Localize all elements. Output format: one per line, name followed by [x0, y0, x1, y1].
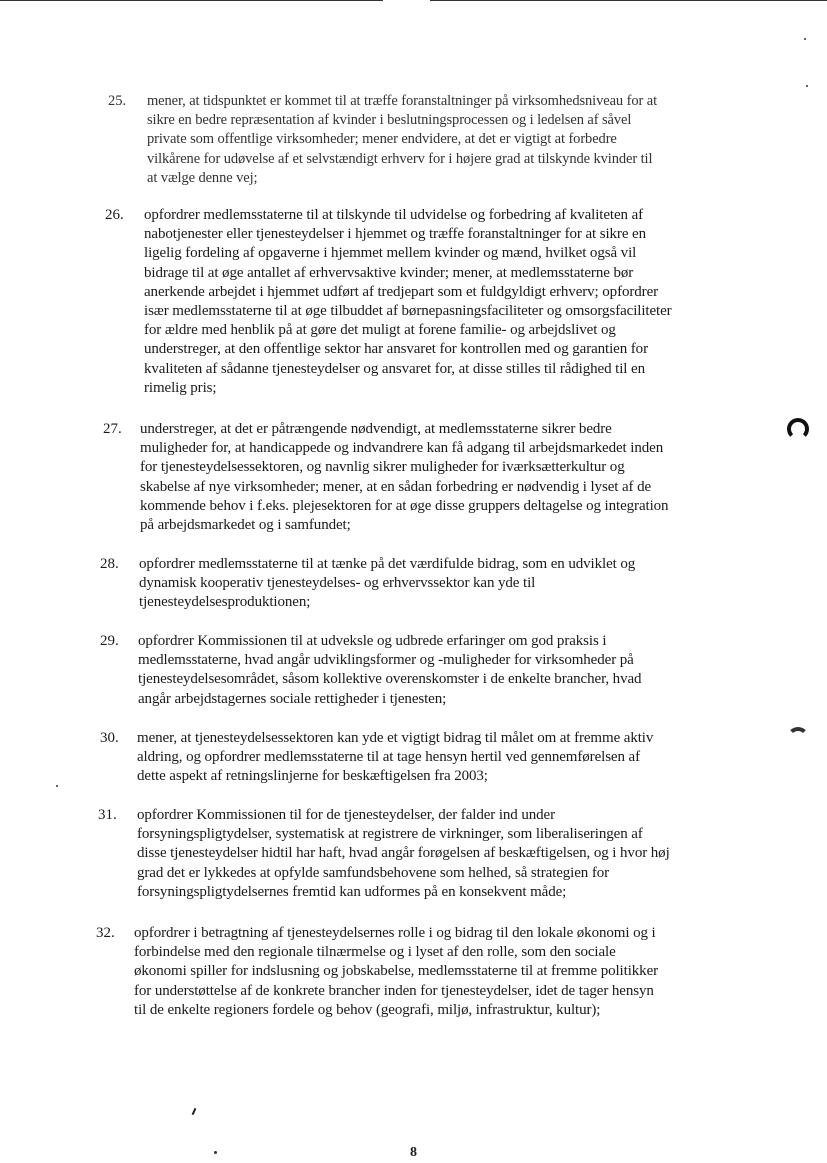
paragraph-number: 26.: [105, 207, 124, 223]
paragraph-number: 29.: [100, 633, 119, 649]
paragraph-31: [100, 806, 750, 902]
paragraph-number: 25.: [108, 93, 127, 109]
paragraph-text: opfordrer i betragtning af tjenesteydelsernes rolle i og bidrag til den lokale økonomi og i forbindelse med den regionale tilnærmelse og i lyset af den rolle, som den sociale økonomi spiller for indslusning og jobskabelse, medlemsstaterne til at fremme politikker for understøttelse af de konkrete brancher inden for tjenesteydelser, idet de tager hensyn til de enkelte regioners fordele og behov (geografi, miljø, infrastruktur, kultur);: [134, 925, 659, 1018]
punch-hole-mark: [787, 418, 809, 440]
paragraph-number: 30.: [100, 730, 119, 746]
paragraph-number: 31.: [98, 807, 117, 823]
paragraph-text: opfordrer medlemsstaterne til at tænke på det værdifulde bidrag, som en udviklet og dynamisk kooperativ tjenesteydelses- og erhvervssektor kan yde til tjenesteydelsesproduktionen;: [139, 556, 636, 611]
top-rule-right: [430, 0, 827, 1]
paragraph-number: 27.: [103, 421, 122, 437]
punch-hole-mark: [787, 727, 809, 749]
paragraph-26: [100, 206, 750, 398]
paragraph-32: [96, 924, 750, 1020]
top-rule-left: [0, 0, 383, 1]
scan-speck: [804, 38, 806, 40]
paragraph-text: mener, at tidspunktet er kommet til at træffe foranstaltninger på virksomhedsniveau for at sikre en bedre repræsentation af kvinder i beslutningsprocessen og i ledelsen af såvel private som offentlige virksomheder; mener endvidere, at det er vigtigt at forbedre vilkårene for udøvelse af et selvstændigt erhverv for i højere grad at tilskynde kvinder til at vælge denne vej;: [147, 93, 657, 186]
paragraph-number: 28.: [100, 556, 119, 572]
scan-speck: [56, 785, 58, 787]
page-number: 8: [410, 1145, 417, 1160]
paragraph-text: opfordrer Kommissionen til at udveksle og udbrede erfaringer om god praksis i medlemsstaterne, hvad angår udviklingsformer og -muligheder for virksomheder på tjenesteydelsesområdet, såsom kollektive overenskomster i de enkelte brancher, hvad angår arbejdstagernes sociale rettigheder i tjenesten;: [138, 633, 642, 707]
paragraph-text: mener, at tjenesteydelsessektoren kan yde et vigtigt bidrag til målet om at fremme aktiv aldring, og opfordrer medlemsstaterne til at tage hensyn hertil ved gennemførelsen af dette aspekt af retningslinjerne for beskæftigelsen fra 2003;: [137, 730, 654, 785]
scan-speck: [806, 85, 808, 87]
paragraph-25: [100, 92, 750, 188]
paragraph-29: [100, 632, 750, 709]
paragraph-text: opfordrer Kommissionen til for de tjenesteydelser, der falder ind under forsyningspligtydelser, systematisk at registrere de virkninger, som liberaliseringen af disse tjenesteydelser hidtil har haft, hvad angår forøgelsen af beskæftigelsen, og i hvor høj grad det er lykkedes at opfylde samfundsbehovene som helhed, så strategien for forsyningspligtydelsernes fremtid kan udformes på en konsekvent måde;: [137, 807, 670, 900]
paragraph-text: understreger, at det er påtrængende nødvendigt, at medlemsstaterne sikrer bedre muligheder for, at handicappede og indvandrere kan få adgang til arbejdsmarkedet inden for tjenesteydelsessektoren, og navnlig sikrer muligheder for iværksætterkultur og skabelse af nye virksomheder; mener, at en sådan forbedring er nødvendig i lyset af de kommende behov i f.eks. plejesektoren for at øge disse gruppers deltagelse og integration på arbejdsmarkedet og i samfundet;: [140, 421, 669, 534]
paragraph-27: [100, 420, 750, 535]
paragraph-28: [100, 555, 750, 613]
paragraph-30: [100, 729, 750, 787]
paragraph-number: 32.: [96, 925, 115, 941]
scan-speck: [214, 1151, 217, 1154]
scan-mark: [192, 1108, 197, 1115]
paragraph-text: opfordrer medlemsstaterne til at tilskynde til udvidelse og forbedring af kvaliteten af nabotjenester eller tjenesteydelser i hjemmet og træffe foranstaltninger for at sikre en ligelig fordeling af opgaverne i hjemmet mellem kvinder og mænd, hvilket også vil bidrage til at øge antallet af erhvervsaktive kvinder; mener, at medlemsstaterne bør anerkende arbejdet i hjemmet udført af tredjepart som et fuldgyldigt erhverv; opfordrer især medlemsstaterne til at øge tilbuddet af børnepasningsfaciliteter og omsorgsfaciliteter for ældre med henblik på at gøre det muligt at forene familie- og arbejdslivet og understreger, at den offentlige sektor har ansvaret for kontrollen med og garantien for kvaliteten af sådanne tjenesteydelser og ansvaret for, at disse stilles til rådighed til en rimelig pris;: [144, 207, 672, 396]
